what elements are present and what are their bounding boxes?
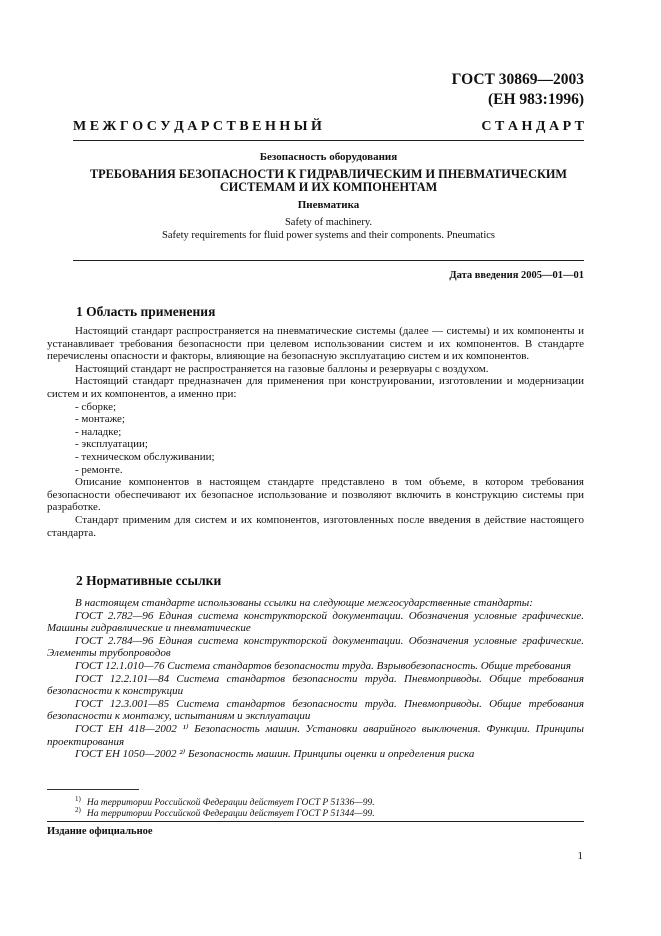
- edition-label: Издание официальное: [47, 826, 153, 837]
- reference-item: ГОСТ 12.2.101—84 Система стандартов безопасности труда. Пневмоприводы. Общие требования безопасности к конструкции: [47, 672, 584, 698]
- list-item: - эксплуатации;: [75, 438, 148, 451]
- footnote-divider: [47, 789, 139, 790]
- reference-item: ГОСТ 2.782—96 Единая система конструкторской документации. Обозначения условные графические. Машины гидравлические и пневматические: [47, 609, 584, 635]
- title-subtitle: Пневматика: [297, 199, 360, 211]
- footnote-text: На территории Российской Федерации действует ГОСТ Р 51344—99.: [86, 809, 375, 820]
- section2-body: [47, 597, 584, 761]
- section1-paragraph: Настоящий стандарт распространяется на пневматические системы (далее — системы) и их компоненты и устанавливает требования безопасности при целевом использовании систем и их компонентов. В стандарте перечислены опасности и факторы, влияющие на безопасную эксплуатацию систем и их компонентов.: [47, 325, 584, 363]
- title-english: [73, 216, 584, 242]
- reference-item: ГОСТ 12.1.010—76 Система стандартов безопасности труда. Взрывобезопасность. Общие требования: [75, 659, 571, 672]
- title-main: [73, 168, 584, 194]
- gost-number: ГОСТ 30869—2003: [451, 71, 584, 88]
- standard-number: [452, 70, 584, 110]
- standard-type: [73, 119, 584, 135]
- section2-intro: В настоящем стандарте использованы ссылки на следующие межгосударственные стандарты:: [75, 597, 533, 609]
- list-item: - ремонте.: [75, 463, 123, 476]
- reference-item: ГОСТ 12.3.001—85 Система стандартов безопасности труда. Пневмоприводы. Общие требования безопасности к монтажу, испытаниям и эксплуатации: [47, 697, 584, 723]
- bottom-divider: [47, 821, 584, 822]
- section1-paragraph: Стандарт применим для систем и их компонентов, изготовленных после введения в действие настоящего стандарта.: [47, 513, 584, 539]
- section2-heading: 2 Нормативные ссылки: [76, 573, 222, 588]
- footnote-text: На территории Российской Федерации действует ГОСТ Р 51336—99.: [86, 798, 375, 809]
- list-item: - монтаже;: [75, 413, 125, 426]
- list-item: - сборке;: [75, 400, 117, 413]
- title-english-line1: Safety of machinery.: [284, 217, 373, 228]
- list-item: - наладке;: [75, 425, 122, 438]
- title-main-line2: СИСТЕМАМ И ИХ КОМПОНЕНТАМ: [219, 180, 438, 194]
- section1-body: [47, 325, 584, 539]
- standard-type-word-1: М Е Ж Г О С У Д А Р С Т В Е Н Н Ы Й: [73, 119, 322, 134]
- footnote-mark: 2): [75, 806, 81, 814]
- reference-item: ГОСТ ЕН 1050—2002 ²⁾ Безопасность машин. Принципы оценки и определения риска: [75, 748, 475, 761]
- intro-date: Дата введения 2005—01—01: [449, 270, 584, 281]
- footnote-mark: 1): [75, 795, 81, 803]
- title-category: Безопасность оборудования: [259, 151, 398, 163]
- en-number: (ЕН 983:1996): [487, 91, 584, 108]
- standard-type-word-2: С Т А Н Д А Р Т: [481, 119, 584, 134]
- reference-item: ГОСТ ЕН 418—2002 ¹⁾ Безопасность машин. Установки аварийного выключения. Функции. Принципы проектирования: [47, 722, 584, 748]
- title-divider: [73, 260, 584, 261]
- section1-paragraph: Настоящий стандарт не распространяется на газовые баллоны и резервуары с воздухом.: [75, 362, 489, 375]
- reference-item: ГОСТ 2.784—96 Единая система конструкторской документации. Обозначения условные графические. Элементы трубопроводов: [47, 634, 584, 660]
- title-english-line2: Safety requirements for fluid power systems and their components. Pneumatics: [161, 230, 495, 241]
- section1-paragraph: Описание компонентов в настоящем стандарте представлено в том объеме, в котором требования безопасности обеспечивают их безопасное использование и позволяют включить в конструкцию системы при разработке.: [47, 476, 584, 514]
- list-item: - техническом обслуживании;: [75, 450, 215, 463]
- title-main-line1: ТРЕБОВАНИЯ БЕЗОПАСНОСТИ К ГИДРАВЛИЧЕСКИМ И ПНЕВМАТИЧЕСКИМ: [89, 167, 568, 181]
- page-number: 1: [577, 850, 583, 862]
- footnote-2: [75, 806, 375, 819]
- section1-paragraph: Настоящий стандарт предназначен для применения при конструировании, изготовлении и модернизации систем и их компонентов, а именно при:: [47, 375, 584, 400]
- section1-heading: 1 Область применения: [76, 304, 216, 319]
- top-divider: [73, 140, 584, 141]
